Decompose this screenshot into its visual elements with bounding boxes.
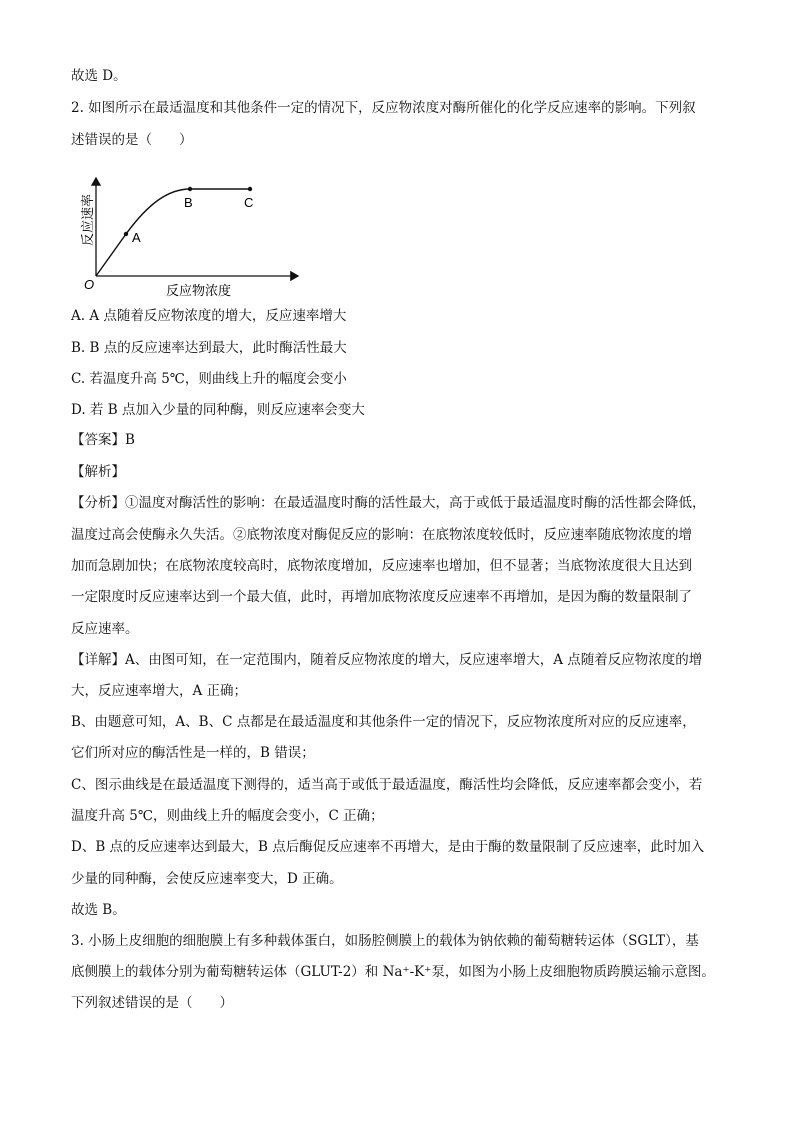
- point-b-label: B: [184, 195, 193, 210]
- detail-line: D、B 点的反应速率达到最大，B 点后酶促反应速率不再增大，是由于酶的数量限制了反应速率，此时加入: [71, 839, 705, 855]
- question-2-stem-cont: 述错误的是（ ）: [71, 132, 193, 148]
- detail-line: B、由题意可知，A、B、C 点都是在最适温度和其他条件一定的情况下，反应物浓度所对应的反应速率，: [71, 714, 696, 730]
- detail-line: 温度升高 5℃，则曲线上升的幅度会变小，C 正确；: [71, 808, 384, 824]
- x-axis-label: 反应物浓度: [166, 284, 232, 299]
- point-a-marker: [124, 232, 128, 236]
- analysis-line: 反应速率。: [71, 621, 139, 637]
- rate-curve: [96, 189, 250, 276]
- point-c-marker: [248, 187, 252, 191]
- reaction-rate-graph: [76, 176, 308, 302]
- text-line: 故选 D。: [71, 68, 127, 84]
- detail-line: C、图示曲线是在最适温度下测得的，适当高于或低于最适温度，酶活性均会降低，反应速率都会变小，若: [71, 777, 703, 793]
- option-a: A. A 点随着反应物浓度的增大，反应速率增大: [71, 308, 347, 324]
- option-b: B. B 点的反应速率达到最大，此时酶活性最大: [71, 340, 347, 356]
- analysis-line: 【分析】①温度对酶活性的影响：在最适温度时酶的活性最大，高于或低于最适温度时酶的活性都会降低，: [71, 495, 706, 511]
- origin-label: O: [84, 277, 95, 292]
- analysis-line: 一定限度时反应速率达到一个最大值，此时，再增加底物浓度反应速率不再增加，是因为酶的数量限制了: [71, 589, 692, 605]
- question-3-stem-cont: 底侧膜上的载体分别为葡萄糖转运体（GLUT-2）和 Na⁺-K⁺泵，如图为小肠上皮细胞物质跨膜运输示意图。: [71, 964, 715, 980]
- point-a-label: A: [132, 230, 141, 245]
- point-b-marker: [188, 187, 192, 191]
- analysis-line: 加而急剧加快；在底物浓度较高时，底物浓度增加，反应速率也增加，但不显著；当底物浓度很大且达到: [71, 558, 692, 574]
- point-c-label: C: [244, 195, 254, 210]
- option-c: C. 若温度升高 5℃，则曲线上升的幅度会变小: [71, 371, 347, 387]
- analysis-line: 温度过高会使酶永久失活。②底物浓度对酶促反应的影响：在底物浓度较低时，反应速率随底物浓度的增: [71, 527, 692, 543]
- analysis-heading: 【解析】: [71, 464, 125, 480]
- conclusion: 故选 B。: [71, 902, 126, 918]
- detail-line: 少量的同种酶，会使反应速率变大，D 正确。: [71, 871, 343, 887]
- question-3-stem-cont: 下列叙述错误的是（ ）: [71, 995, 233, 1011]
- detail-line: 大，反应速率增大，A 正确；: [71, 683, 248, 699]
- option-d: D. 若 B 点加入少量的同种酶，则反应速率会变大: [71, 402, 365, 418]
- question-2-stem: 2. 如图所示在最适温度和其他条件一定的情况下，反应物浓度对酶所催化的化学反应速率的影响。下列叙: [71, 100, 696, 116]
- y-axis-label: 反应速率: [81, 193, 96, 246]
- question-3-stem: 3. 小肠上皮细胞的细胞膜上有多种载体蛋白，如肠腔侧膜上的载体为钠依赖的葡萄糖转运体（SGLT），基: [71, 933, 699, 949]
- detail-line: 它们所对应的酶活性是一样的，B 错误；: [71, 745, 315, 761]
- answer: 【答案】B: [71, 432, 135, 448]
- detail-line: 【详解】A、由图可知，在一定范围内，随着反应物浓度的增大，反应速率增大，A 点随着反应物浓度的增: [71, 652, 703, 668]
